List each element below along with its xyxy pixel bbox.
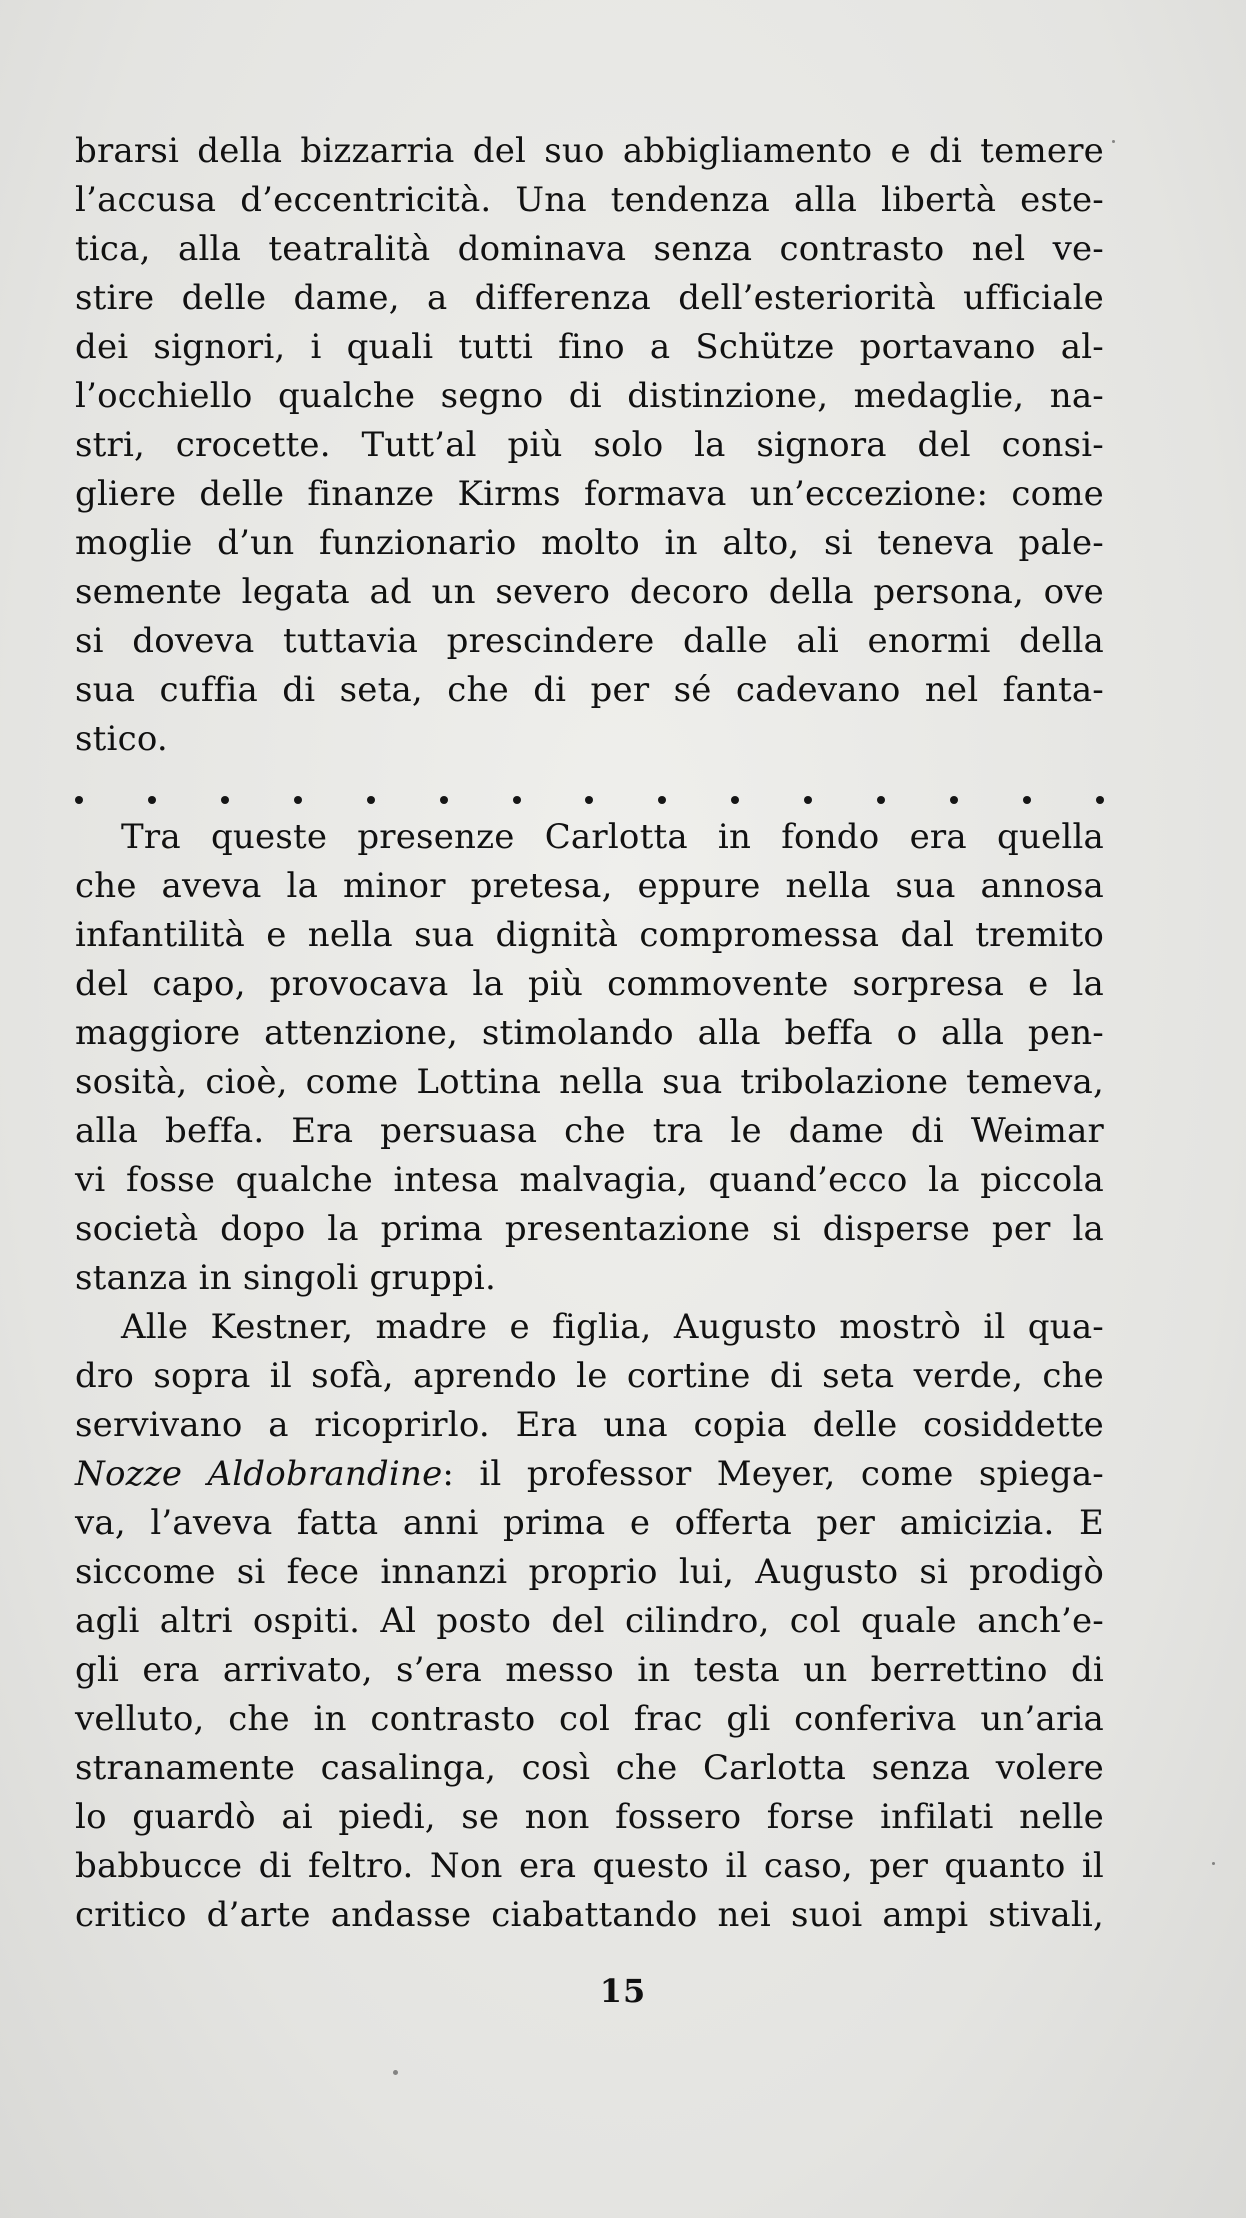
text-line: Alle Kestner, madre e figlia, Augusto mostrò il qua-	[121, 1307, 1104, 1347]
separator-dot	[75, 796, 83, 804]
text-line: stico.	[75, 719, 168, 759]
paper-speck	[393, 2070, 398, 2075]
text-line: si doveva tuttavia prescindere dalle ali enormi della	[75, 621, 1104, 661]
text-line: gliere delle finanze Kirms formava un’eccezione: come	[75, 474, 1104, 514]
text-line: brarsi della bizzarria del suo abbigliamento e di temere	[75, 131, 1104, 171]
text-line: stranamente casalinga, così che Carlotta senza volere	[75, 1748, 1104, 1788]
text-line: dei signori, i quali tutti fino a Schütze portavano al-	[75, 327, 1104, 367]
text-line: che aveva la minor pretesa, eppure nella sua annosa	[75, 866, 1104, 906]
separator-dot	[148, 796, 156, 804]
text-line: tica, alla teatralità dominava senza contrasto nel ve-	[75, 229, 1104, 269]
text-line: lo guardò ai piedi, se non fossero forse infilati nelle	[75, 1797, 1104, 1837]
separator-dot	[1023, 796, 1031, 804]
text-line: stri, crocette. Tutt’al più solo la signora del consi-	[75, 425, 1104, 465]
page-number: 15	[599, 1972, 647, 2010]
separator-dot	[877, 796, 885, 804]
text-line: vi fosse qualche intesa malvagia, quand’ecco la piccola	[75, 1160, 1104, 1200]
paper-speck	[1112, 140, 1115, 143]
text-line: alla beffa. Era persuasa che tra le dame di Weimar	[75, 1111, 1104, 1151]
separator-dot	[367, 796, 375, 804]
text-line: agli altri ospiti. Al posto del cilindro, col quale anch’e-	[75, 1601, 1104, 1641]
text-line: babbucce di feltro. Non era questo il caso, per quanto il	[75, 1846, 1104, 1886]
text-line: sosità, cioè, come Lottina nella sua tribolazione temeva,	[75, 1062, 1104, 1102]
paper-speck	[1212, 1862, 1215, 1865]
text-line: gli era arrivato, s’era messo in testa un berrettino di	[75, 1650, 1104, 1690]
separator-dot	[1096, 796, 1104, 804]
text-line: dro sopra il sofà, aprendo le cortine di seta verde, che	[75, 1356, 1104, 1396]
text-line: del capo, provocava la più commovente sorpresa e la	[75, 964, 1104, 1004]
text-line: maggiore attenzione, stimolando alla beffa o alla pen-	[75, 1013, 1104, 1053]
text-line: l’occhiello qualche segno di distinzione, medaglie, na-	[75, 376, 1104, 416]
text-line: società dopo la prima presentazione si disperse per la	[75, 1209, 1104, 1249]
text-line: velluto, che in contrasto col frac gli conferiva un’aria	[75, 1699, 1104, 1739]
text-line: stire delle dame, a differenza dell’esteriorità ufficiale	[75, 278, 1104, 318]
text-line: servivano a ricoprirlo. Era una copia delle cosiddette	[75, 1405, 1104, 1445]
text-line: siccome si fece innanzi proprio lui, Augusto si prodigò	[75, 1552, 1104, 1592]
text-line: moglie d’un funzionario molto in alto, si teneva pale-	[75, 523, 1104, 563]
text-line-with-italic-title	[75, 1450, 1104, 1499]
text-line: Tra queste presenze Carlotta in fondo era quella	[121, 817, 1104, 857]
separator-dot	[513, 796, 521, 804]
ellipsis-separator	[75, 790, 1104, 810]
painting-title: Nozze Aldobrandine	[75, 1454, 443, 1494]
separator-dot	[440, 796, 448, 804]
separator-dot	[804, 796, 812, 804]
text-line: semente legata ad un severo decoro della persona, ove	[75, 572, 1104, 612]
text-line: va, l’aveva fatta anni prima e offerta per amicizia. E	[75, 1503, 1104, 1543]
text-line: l’accusa d’eccentricità. Una tendenza alla libertà este-	[75, 180, 1104, 220]
separator-dot	[731, 796, 739, 804]
separator-dot	[658, 796, 666, 804]
separator-dot	[221, 796, 229, 804]
paragraph-2	[75, 813, 1104, 1303]
text-line: infantilità e nella sua dignità compromessa dal tremito	[75, 915, 1104, 955]
paragraph-3	[75, 1303, 1104, 1940]
separator-dot	[585, 796, 593, 804]
separator-dot	[294, 796, 302, 804]
paragraph-1	[75, 127, 1104, 764]
separator-dot	[950, 796, 958, 804]
text-line: critico d’arte andasse ciabattando nei suoi ampi stivali,	[75, 1895, 1104, 1935]
text-line-rest: : il professor Meyer, come spiega-	[442, 1454, 1104, 1494]
text-line: sua cuffia di seta, che di per sé cadevano nel fanta-	[75, 670, 1104, 710]
text-line: stanza in singoli gruppi.	[75, 1258, 496, 1298]
